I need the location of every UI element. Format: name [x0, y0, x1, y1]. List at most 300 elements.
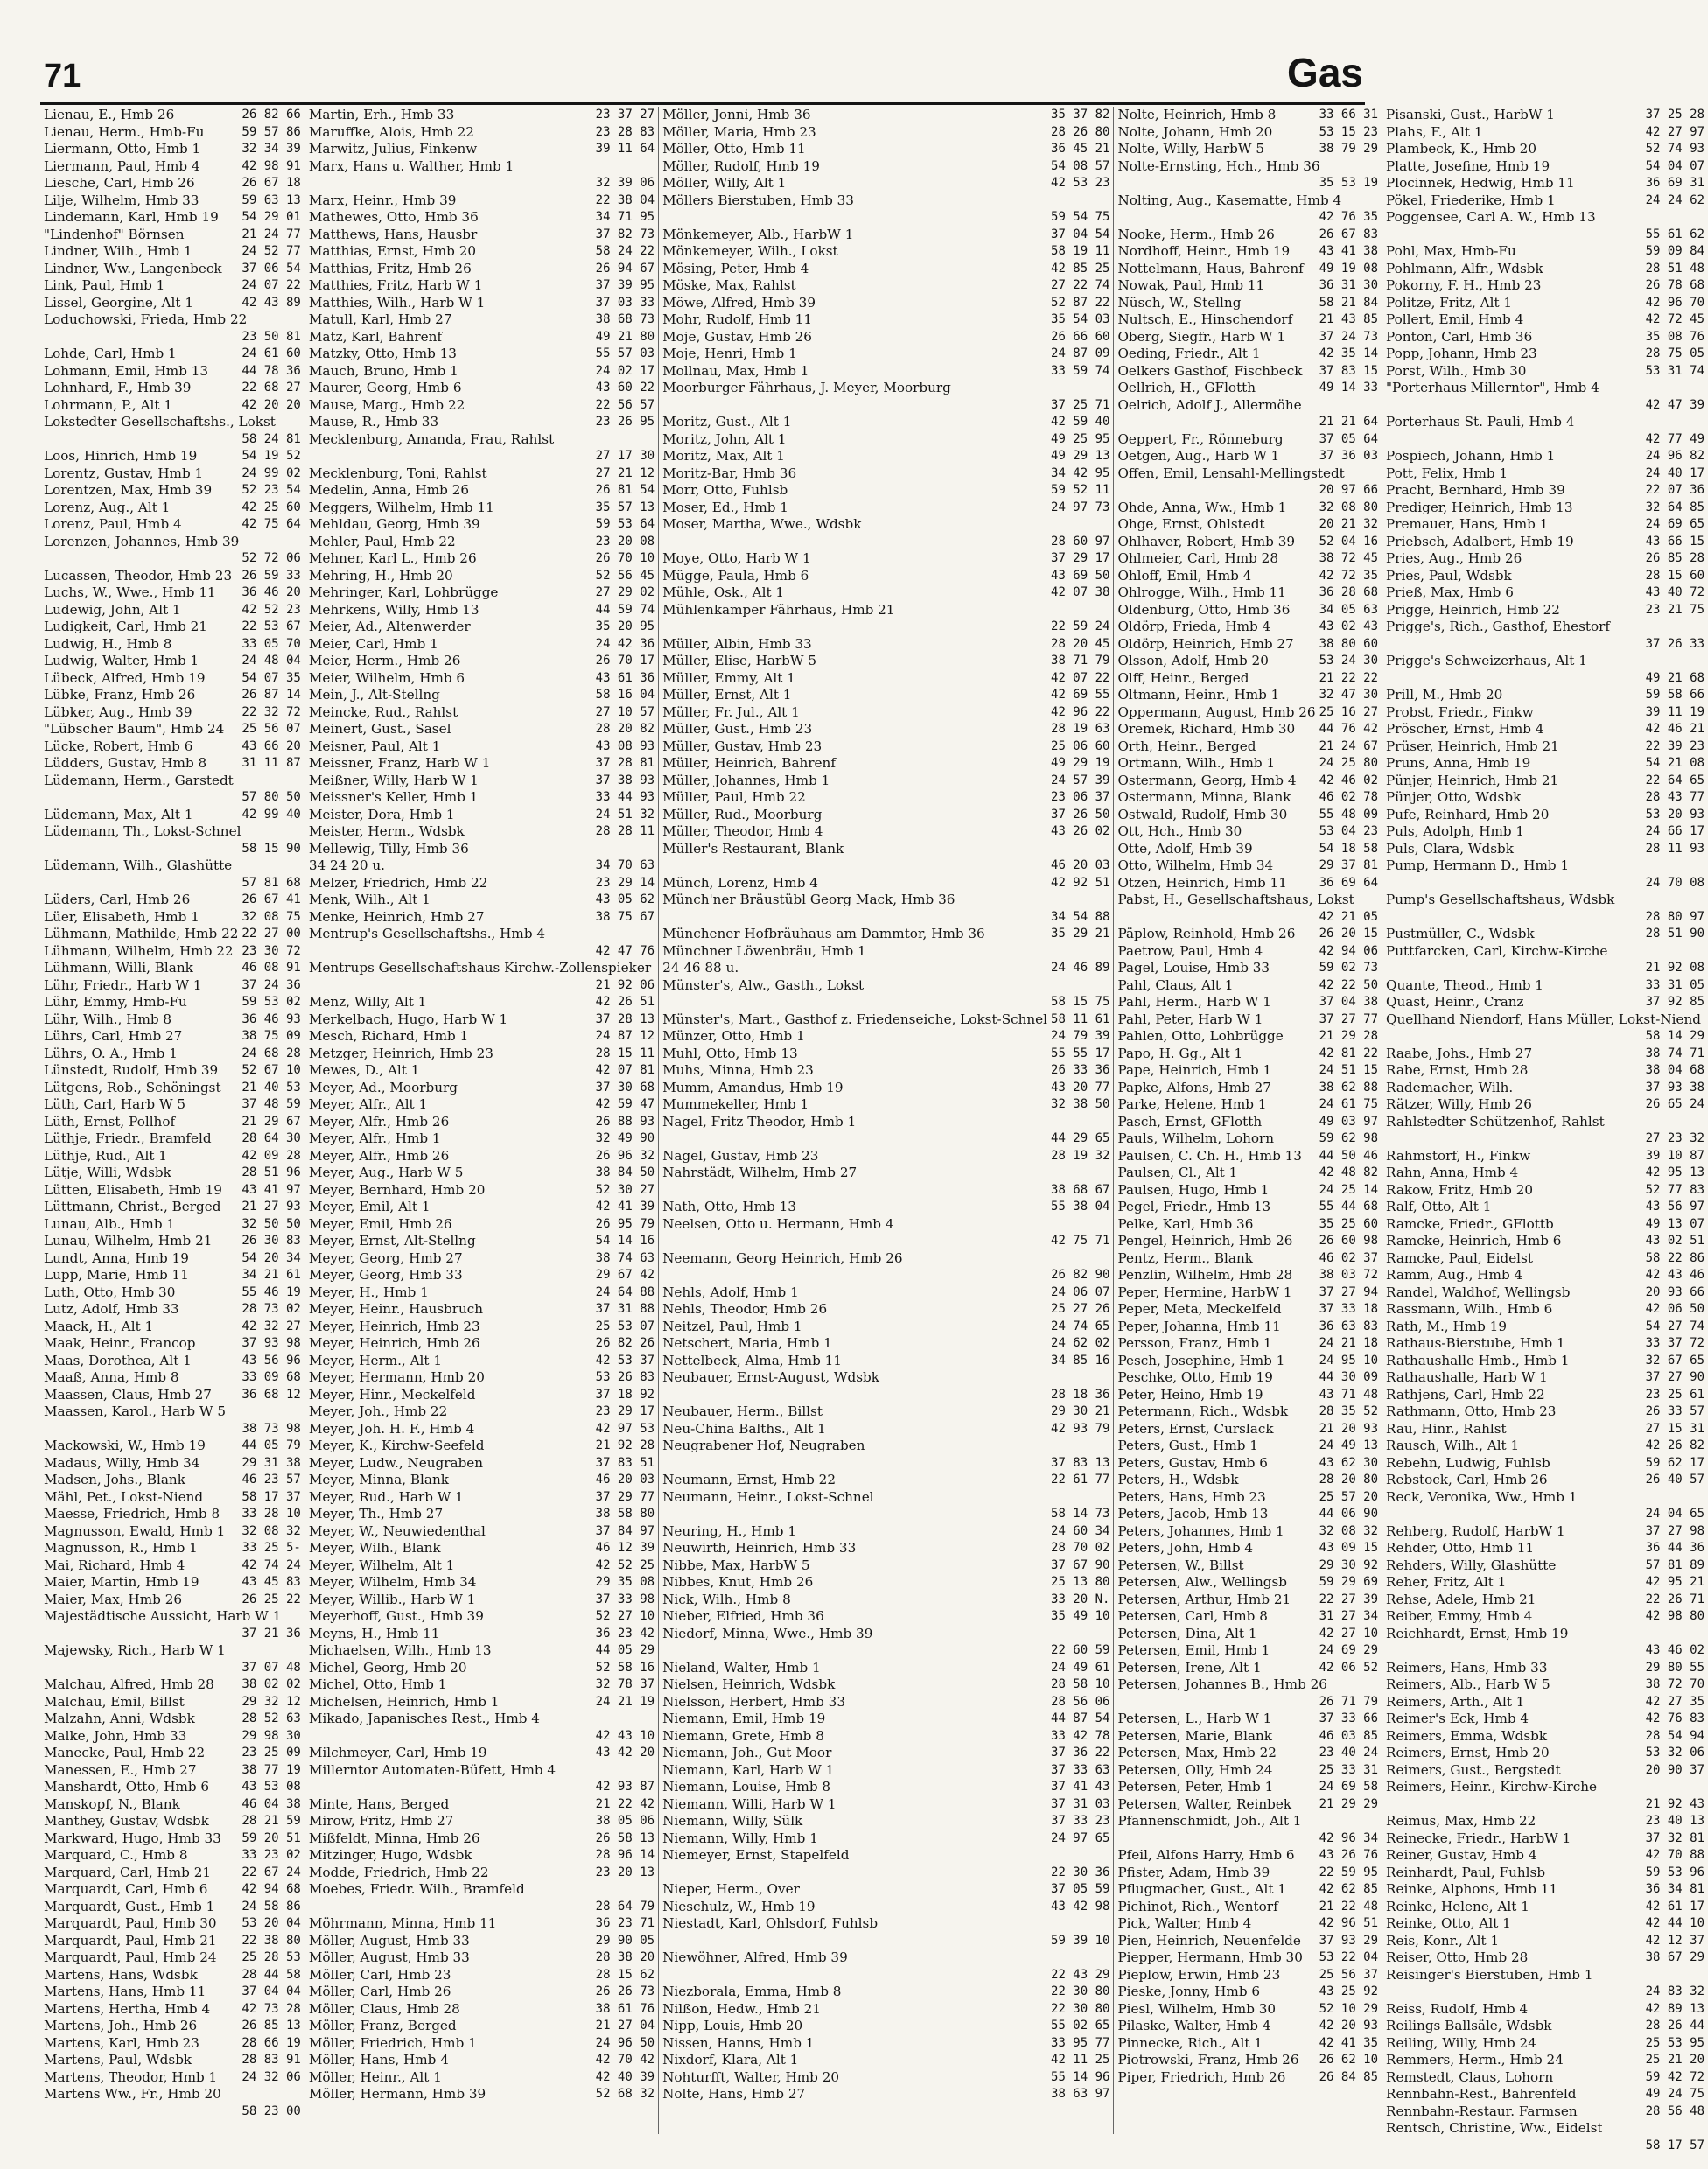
- entry-phone: 23 30 72: [242, 943, 301, 958]
- entry-phone: 37 27 94: [1319, 1284, 1379, 1299]
- entry-phone: 26 67 18: [242, 176, 301, 190]
- entry-phone: 28 26 80: [1051, 124, 1110, 139]
- entry-name: Meyer, Heinrich, Hmb 23: [308, 1318, 480, 1334]
- directory-entry: [662, 516, 1110, 534]
- entry-phone: 38 80 60: [1319, 636, 1379, 651]
- entry-phone: 42 99 40: [242, 807, 301, 822]
- entry-phone: 38 72 70: [1645, 1677, 1705, 1691]
- entry-name: Nüsch, W., Stellng: [1117, 294, 1242, 311]
- entry-name: Pelke, Karl, Hmb 36: [1117, 1215, 1254, 1232]
- entry-phone: 28 96 14: [595, 1848, 655, 1862]
- entry-phone: 52 68 32: [595, 2087, 655, 2101]
- directory-entry: [309, 960, 654, 977]
- entry-phone: 23 29 17: [595, 1404, 655, 1418]
- directory-entry: [1117, 1046, 1378, 1063]
- entry-phone: 22 26 71: [1645, 1592, 1705, 1606]
- entry-name: Petersen, W., Billst: [1117, 1557, 1244, 1573]
- directory-entry: [309, 1915, 654, 1933]
- entry-name: Martens, Joh., Hmb 26: [44, 2018, 198, 2033]
- directory-entry: [1117, 1489, 1378, 1507]
- entry-phone: 24 25 80: [1319, 756, 1379, 770]
- directory-entry: [662, 773, 1110, 790]
- entry-phone: 22 07 36: [1645, 483, 1705, 497]
- directory-entry: [309, 1933, 654, 1950]
- entry-phone: 38 67 29: [1645, 1950, 1705, 1964]
- directory-entry: [662, 738, 1110, 756]
- entry-name: Peters, Gustav, Hmb 6: [1117, 1454, 1268, 1471]
- entry-name: Nissen, Hanns, Hmb 1: [662, 2034, 815, 2051]
- entry-phone: 24 06 07: [1051, 1284, 1110, 1299]
- entry-name: Medelin, Anna, Hmb 26: [308, 482, 470, 498]
- entry-phone: 38 84 50: [595, 1165, 655, 1179]
- entry-name: [309, 977, 312, 995]
- directory-entry: [309, 1199, 654, 1216]
- entry-phone: 26 59 33: [242, 568, 301, 583]
- entry-phone: 55 14 96: [1051, 2069, 1110, 2084]
- entry-name: Meier, Wilhelm, Hmb 6: [308, 669, 466, 686]
- entry-phone: 37 29 77: [595, 1489, 655, 1504]
- entry-phone: 52 72 06: [242, 551, 301, 565]
- directory-entry: [1386, 1438, 1704, 1455]
- directory-entry: [1117, 1865, 1378, 1882]
- entry-name: Malke, John, Hmb 33: [44, 1727, 187, 1744]
- entry-phone: 59 58 66: [1645, 688, 1705, 702]
- entry-name: Petersen, Olly, Hmb 24: [1117, 1761, 1273, 1778]
- directory-entry: [309, 2035, 654, 2053]
- directory-entry: [1117, 789, 1378, 807]
- entry-phone: 37 38 93: [595, 773, 655, 787]
- entry-name: Meyer, K., Kirchw-Seefeld: [308, 1438, 485, 1453]
- entry-name: Möller, Claus, Hmb 28: [308, 2000, 460, 2017]
- entry-phone: 49 03 97: [1319, 1114, 1379, 1129]
- entry-phone: 44 05 79: [242, 1438, 301, 1452]
- entry-name: Rehberg, Rudolf, HarbW 1: [1386, 1522, 1565, 1539]
- directory-entry: [662, 1130, 1110, 1148]
- entry-phone: 53 22 04: [1319, 1950, 1379, 1964]
- entry-name: Mähl, Pet., Lokst-Niend: [44, 1488, 204, 1505]
- entry-name: Ludwig, Walter, Hmb 1: [44, 653, 200, 668]
- directory-entry: [662, 1608, 1110, 1626]
- entry-phone: 46 20 03: [1051, 858, 1110, 872]
- directory-entry: [662, 192, 1110, 210]
- entry-phone: 21 21 64: [1319, 415, 1379, 429]
- directory-entry: [1117, 380, 1378, 397]
- directory-entry: [1386, 1694, 1704, 1711]
- directory-entry: [1386, 500, 1704, 517]
- directory-entry: [1386, 124, 1704, 142]
- entry-phone: 24 32 06: [242, 2069, 301, 2084]
- directory-entry: [309, 619, 654, 636]
- entry-name: [1386, 227, 1390, 244]
- entry-name: Moritz, Gust., Alt 1: [662, 414, 792, 430]
- directory-entry: [44, 687, 301, 704]
- entry-name: Lorenzen, Johannes, Hmb 39: [44, 533, 240, 549]
- entry-phone: 58 14 73: [1051, 1507, 1110, 1521]
- entry-phone: 29 32 12: [242, 1694, 301, 1709]
- directory-entry: [662, 1984, 1110, 2001]
- entry-phone: 33 66 31: [1319, 108, 1379, 122]
- entry-name: Popp, Johann, Hmb 23: [1386, 346, 1537, 361]
- entry-name: Rath, M., Hmb 19: [1386, 1318, 1507, 1334]
- directory-entry: [1117, 994, 1378, 1011]
- entry-name: Reilings Ballsäle, Wdsbk: [1386, 2018, 1552, 2033]
- entry-name: Müller, Theodor, Hmb 4: [662, 823, 823, 839]
- entry-phone: 36 44 36: [1645, 1541, 1705, 1555]
- entry-name: Lüdemann, Th., Lokst-Schnel: [44, 823, 242, 839]
- entry-name: Möller, Jonni, Hmb 36: [662, 107, 811, 122]
- entry-name: Münch'ner Bräustübl Georg Mack, Hmb 36: [662, 892, 956, 907]
- entry-phone: 37 27 90: [1645, 1370, 1705, 1384]
- directory-entry: [1386, 704, 1704, 722]
- directory-entry: [1386, 1642, 1704, 1660]
- entry-phone: 42 72 35: [1319, 568, 1379, 583]
- directory-entry: [309, 1557, 654, 1575]
- entry-name: Mecklenburg, Toni, Rahlst: [308, 465, 487, 481]
- entry-phone: 43 46 02: [1645, 1643, 1705, 1657]
- entry-name: Magnusson, R., Hmb 1: [44, 1540, 198, 1556]
- entry-name: Neumann, Heinr., Lokst-Schnel: [662, 1488, 874, 1505]
- directory-entry: [309, 875, 654, 892]
- entry-phone: 29 30 21: [1051, 1404, 1110, 1418]
- entry-phone: 33 09 68: [242, 1370, 301, 1384]
- directory-entry: [1117, 857, 1378, 875]
- entry-phone: 32 50 50: [242, 1216, 301, 1231]
- directory-entry: [1117, 1608, 1378, 1626]
- entry-phone: 44 30 09: [1319, 1370, 1379, 1384]
- directory-entry: [44, 2086, 301, 2103]
- entry-phone: 23 28 83: [595, 124, 655, 139]
- entry-name: Martens Ww., Fr., Hmb 20: [44, 2086, 221, 2102]
- directory-entry: [1386, 141, 1704, 158]
- entry-name: Meyer, Bernhard, Hmb 20: [308, 1181, 486, 1198]
- entry-name: Reinke, Otto, Alt 1: [1386, 1915, 1511, 1931]
- entry-name: Lüthje, Friedr., Bramfeld: [44, 1130, 212, 1146]
- entry-phone: 43 56 97: [1645, 1200, 1705, 1214]
- entry-name: Oldenburg, Otto, Hmb 36: [1117, 601, 1291, 618]
- entry-phone: 54 08 57: [1051, 158, 1110, 173]
- entry-name: Rathaushalle Hmb., Hmb 1: [1386, 1352, 1570, 1368]
- entry-phone: 53 24 30: [1319, 654, 1379, 668]
- entry-phone: 33 20 N.: [1051, 1592, 1110, 1606]
- entry-phone: 22 64 65: [1645, 773, 1705, 787]
- entry-name: Meyer, Ad., Moorburg: [308, 1079, 458, 1095]
- entry-phone: 36 68 12: [242, 1387, 301, 1402]
- directory-entry: [662, 1233, 1110, 1250]
- entry-phone: 25 57 20: [1319, 1489, 1379, 1504]
- entry-name: Markward, Hugo, Hmb 33: [44, 1830, 221, 1846]
- entry-name: Quast, Heinr., Cranz: [1386, 994, 1524, 1010]
- entry-name: Meyer, Alfr., Alt 1: [308, 1096, 428, 1112]
- directory-entry: [1386, 107, 1704, 124]
- directory-entry: [1386, 1216, 1704, 1234]
- entry-phone: 35 49 10: [1051, 1609, 1110, 1623]
- directory-entry: [662, 755, 1110, 773]
- entry-name: Remstedt, Claus, Lohorn: [1386, 2068, 1554, 2085]
- entry-phone: 33 59 74: [1051, 363, 1110, 378]
- directory-entry: [1117, 448, 1378, 465]
- directory-entry: [662, 1626, 1110, 1643]
- directory-entry: [662, 448, 1110, 465]
- directory-entry: [44, 1165, 301, 1182]
- directory-entry: [1117, 1933, 1378, 1950]
- entry-phone: 24 66 17: [1645, 824, 1705, 838]
- entry-phone: 22 32 72: [242, 704, 301, 719]
- entry-name: Neubauer, Ernst-August, Wdsbk: [662, 1369, 879, 1385]
- directory-entry: [309, 482, 654, 500]
- directory-entry: [44, 1899, 301, 1916]
- entry-phone: 37 31 88: [595, 1302, 655, 1316]
- directory-entry: [662, 2001, 1110, 2019]
- entry-name: Meissner, Franz, Harb W 1: [308, 755, 491, 771]
- directory-entry: [44, 1796, 301, 1814]
- entry-phone: 29 31 38: [242, 1455, 301, 1470]
- directory-entry: [44, 107, 301, 124]
- entry-phone: 43 45 83: [242, 1575, 301, 1589]
- entry-name: Müller, Gustav, Hmb 23: [662, 738, 822, 754]
- directory-entry: [662, 431, 1110, 449]
- entry-phone: 26 30 83: [242, 1234, 301, 1248]
- entry-name: Maack, H., Alt 1: [44, 1318, 154, 1334]
- directory-entry: [44, 329, 301, 346]
- directory-entry: [44, 568, 301, 585]
- entry-name: Pfister, Adam, Hmb 39: [1117, 1864, 1270, 1880]
- entry-phone: 32 64 85: [1645, 500, 1705, 514]
- entry-phone: 23 20 08: [595, 534, 655, 549]
- directory-entry: [1386, 414, 1704, 431]
- entry-name: Lücke, Robert, Hmb 6: [44, 738, 193, 754]
- entry-name: Michel, Georg, Hmb 20: [308, 1659, 467, 1676]
- entry-name: Mumm, Amandus, Hmb 19: [662, 1079, 844, 1095]
- directory-entry: [1117, 2035, 1378, 2053]
- directory-entry: [44, 1387, 301, 1404]
- entry-name: Paetrow, Paul, Hmb 4: [1117, 942, 1264, 959]
- entry-phone: 42 22 50: [1319, 977, 1379, 992]
- entry-name: Pilaske, Walter, Hmb 4: [1117, 2018, 1271, 2033]
- directory-entry: [44, 209, 301, 227]
- entry-phone: 24 61 60: [242, 346, 301, 360]
- directory-entry: [662, 1199, 1110, 1216]
- entry-phone: 42 06 50: [1645, 1302, 1705, 1316]
- directory-entry: [1386, 807, 1704, 824]
- entry-phone: 21 29 67: [242, 1114, 301, 1129]
- directory-entry: [1117, 1096, 1378, 1114]
- directory-entry: [44, 892, 301, 909]
- entry-phone: 24 64 88: [595, 1284, 655, 1299]
- entry-name: Minte, Hans, Berged: [308, 1795, 450, 1812]
- entry-name: Pfannenschmidt, Joh., Alt 1: [1117, 1813, 1302, 1829]
- entry-phone: 23 50 81: [242, 329, 301, 344]
- entry-name: Mause, Marg., Hmb 22: [308, 396, 466, 413]
- entry-name: Nixdorf, Klara, Alt 1: [662, 2052, 799, 2068]
- entry-name: Mehldau, Georg, Hmb 39: [308, 516, 480, 532]
- entry-name: Premauer, Hans, Hmb 1: [1386, 516, 1549, 532]
- directory-entry: [44, 1523, 301, 1541]
- directory-entry: [1117, 1301, 1378, 1319]
- entry-name: Rehder, Otto, Hmb 11: [1386, 1540, 1535, 1556]
- directory-entry: [1117, 1984, 1378, 2001]
- entry-name: Pruns, Anna, Hmb 19: [1386, 755, 1531, 771]
- entry-name: Münster's, Mart., Gasthof z. Friedenseiche, Lokst-Schnel: [662, 1011, 1048, 1027]
- directory-entry: [662, 175, 1110, 192]
- entry-phone: 22 67 24: [242, 1865, 301, 1879]
- entry-phone: 37 36 22: [1051, 1746, 1110, 1760]
- entry-name: Penzlin, Wilhelm, Hmb 28: [1117, 1267, 1293, 1283]
- directory-entry: [309, 141, 654, 158]
- directory-entry: [662, 295, 1110, 312]
- directory-entry: [1386, 1626, 1704, 1643]
- entry-phone: 24 70 08: [1645, 875, 1705, 890]
- entry-name: Möske, Max, Rahlst: [662, 277, 796, 293]
- entry-phone: 37 33 63: [1051, 1762, 1110, 1777]
- entry-name: Rätzer, Willy, Hmb 26: [1386, 1096, 1532, 1112]
- entry-phone: 59 02 73: [1319, 961, 1379, 975]
- directory-entry: [662, 1523, 1110, 1541]
- entry-phone: 53 15 23: [1319, 124, 1379, 139]
- entry-name: Ralf, Otto, Alt 1: [1386, 1199, 1492, 1214]
- entry-phone: 52 58 16: [595, 1660, 655, 1675]
- entry-phone: 44 06 90: [1319, 1507, 1379, 1521]
- directory-entry: [44, 1626, 301, 1643]
- directory-entry: [309, 636, 654, 654]
- entry-name: "Lübscher Baum", Hmb 24: [44, 721, 225, 737]
- directory-entry: [1117, 1438, 1378, 1455]
- entry-phone: 52 74 93: [1645, 142, 1705, 156]
- entry-name: Lütgens, Rob., Schöningst: [44, 1079, 221, 1095]
- entry-phone: 28 80 97: [1645, 909, 1705, 924]
- entry-phone: 26 67 83: [1319, 227, 1379, 241]
- directory-entry: [1117, 1233, 1378, 1250]
- directory-entry: [44, 414, 301, 431]
- directory-entry: [1117, 977, 1378, 995]
- directory-entry: [1117, 2001, 1378, 2019]
- entry-phone: 54 18 58: [1319, 841, 1379, 856]
- entry-phone: 28 52 63: [242, 1711, 301, 1725]
- entry-phone: 58 19 11: [1051, 244, 1110, 258]
- directory-entry: [309, 261, 654, 278]
- entry-phone: 44 87 54: [1051, 1711, 1110, 1725]
- directory-entry: [44, 1403, 301, 1421]
- entry-name: [1386, 2138, 1390, 2155]
- entry-name: Münchner Löwenbräu, Hmb 1: [662, 942, 866, 959]
- directory-entry: [662, 1267, 1110, 1284]
- directory-entry: [1386, 1284, 1704, 1302]
- directory-entry: [44, 1250, 301, 1268]
- entry-phone: 58 15 75: [1051, 995, 1110, 1009]
- entry-name: Offen, Emil, Lensahl-Mellingstedt: [1117, 465, 1345, 481]
- entry-phone: 37 92 85: [1645, 995, 1705, 1009]
- entry-phone: 26 82 90: [1051, 1268, 1110, 1282]
- entry-name: Martens, Theodor, Hmb 1: [44, 2068, 218, 2085]
- directory-entry: [309, 1165, 654, 1182]
- entry-name: Reimus, Max, Hmb 22: [1386, 1813, 1536, 1829]
- entry-phone: 21 29 29: [1319, 1796, 1379, 1811]
- entry-phone: 37 33 23: [1051, 1814, 1110, 1828]
- entry-name: Möller, Maria, Hmb 23: [662, 123, 816, 140]
- entry-phone: 22 59 95: [1319, 1865, 1379, 1879]
- entry-name: Möller, Rudolf, Hmb 19: [662, 157, 820, 174]
- entry-name: Reinke, Helene, Alt 1: [1386, 1898, 1530, 1914]
- entry-name: Reichhardt, Ernst, Hmb 19: [1386, 1625, 1569, 1641]
- directory-entry: [309, 1335, 654, 1353]
- directory-entry: [1386, 755, 1704, 773]
- directory-entry: [44, 1062, 301, 1080]
- entry-name: Möllers Bierstuben, Hmb 33: [662, 192, 854, 208]
- entry-name: [309, 1779, 312, 1796]
- entry-phone: 32 39 06: [595, 176, 655, 190]
- entry-phone: 29 90 05: [595, 1933, 655, 1948]
- entry-phone: 24 02 17: [595, 363, 655, 378]
- entry-name: Lübke, Franz, Hmb 26: [44, 687, 196, 703]
- entry-phone: 26 33 36: [1051, 1063, 1110, 1077]
- directory-entry: [44, 602, 301, 619]
- entry-phone: 26 84 85: [1319, 2069, 1379, 2084]
- entry-name: Lütten, Elisabeth, Hmb 19: [44, 1181, 222, 1198]
- entry-phone: 28 19 63: [1051, 722, 1110, 736]
- directory-entry: [1386, 329, 1704, 346]
- directory-entry: [309, 773, 654, 790]
- entry-name: [1386, 1796, 1390, 1814]
- entry-phone: 23 40 13: [1645, 1814, 1705, 1828]
- directory-entry: [309, 602, 654, 619]
- directory-entry: [662, 2052, 1110, 2069]
- entry-phone: 38 05 06: [595, 1814, 655, 1828]
- entry-phone: 59 62 98: [1319, 1131, 1379, 1145]
- directory-entry: [309, 892, 654, 909]
- entry-phone: 37 26 50: [1051, 807, 1110, 822]
- directory-entry: [44, 755, 301, 773]
- entry-name: Lilje, Wilhelm, Hmb 33: [44, 192, 200, 208]
- directory-entry: [44, 994, 301, 1011]
- entry-name: [1386, 875, 1390, 892]
- entry-name: Möller, Friedrich, Hmb 1: [308, 2034, 477, 2051]
- entry-phone: 46 23 57: [242, 1473, 301, 1487]
- directory-entry: [44, 1421, 301, 1438]
- directory-entry: [1386, 261, 1704, 278]
- entry-phone: 23 37 27: [595, 108, 655, 122]
- directory-entry: [1386, 1796, 1704, 1814]
- entry-phone: 42 98 80: [1645, 1609, 1705, 1623]
- directory-entry: [309, 1967, 654, 1984]
- directory-entry: [1117, 107, 1378, 124]
- directory-entry: [1117, 124, 1378, 142]
- directory-entry: [1117, 431, 1378, 449]
- directory-entry: [662, 841, 1110, 858]
- directory-entry: [1117, 1949, 1378, 1967]
- directory-entry: [309, 1676, 654, 1694]
- directory-entry: [662, 1062, 1110, 1080]
- directory-entry: [44, 277, 301, 295]
- entry-phone: 21 27 04: [595, 2019, 655, 2033]
- directory-entry: [662, 602, 1110, 619]
- directory-entry: [44, 227, 301, 244]
- entry-name: Müller, Gust., Hmb 23: [662, 721, 813, 737]
- directory-entry: [309, 789, 654, 807]
- entry-phone: 43 02 51: [1645, 1234, 1705, 1248]
- directory-entry: [44, 1080, 301, 1097]
- entry-phone: 59 53 96: [1645, 1865, 1705, 1879]
- entry-name: Persson, Franz, Hmb 1: [1117, 1335, 1272, 1351]
- entry-name: [662, 1455, 666, 1473]
- directory-entry: [309, 397, 654, 415]
- directory-entry: [662, 1489, 1110, 1507]
- entry-name: Luchs, W., Wwe., Hmb 11: [44, 584, 216, 600]
- entry-name: Oldörp, Frieda, Hmb 4: [1117, 619, 1271, 634]
- directory-entry: [1117, 1881, 1378, 1899]
- entry-name: Petersen, Walter, Reinbek: [1117, 1795, 1292, 1812]
- entry-name: Nottelmann, Haus, Bahrenf: [1117, 260, 1304, 276]
- directory-entry: [1117, 1403, 1378, 1421]
- entry-name: Oelkers Gasthof, Fischbeck: [1117, 362, 1303, 379]
